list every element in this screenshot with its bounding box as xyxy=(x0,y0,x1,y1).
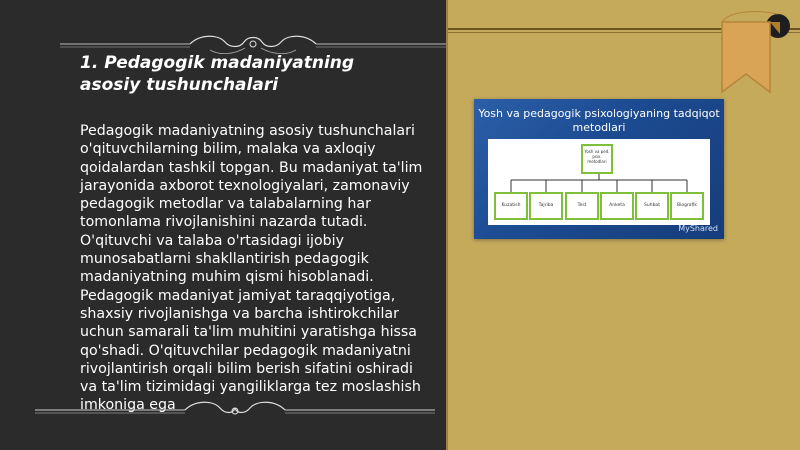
diagram-box: Test xyxy=(565,192,599,220)
diagram-box: Tajriba xyxy=(529,192,563,220)
diagram-box: Kuzatish xyxy=(494,192,528,220)
diagram-box: Suhbat xyxy=(635,192,669,220)
slide-title: 1. Pedagogik madaniyatning asosiy tushunchalari xyxy=(80,53,355,95)
bottom-ornament xyxy=(35,398,435,426)
diagram-top-box: Yosh va ped. psix. metodlari xyxy=(581,144,613,174)
image-watermark: MyShared xyxy=(678,224,718,233)
slide-body-text: Pedagogik madaniyatning asosiy tushunchalari o'qituvchilarning bilim, malaka va axloqiy qoidalardan tashkil topgan. Bu madaniyat ta'lim jarayonida axborot texnologiyalari, zamonaviy pedagogik metodlar va talabalarning har tomonlama rivojlanishini nazarda tutadi. O'qituvchi va talaba o'rtasidagi ijobiy munosabatlarni shakllantirish pedagogik madaniyatning muhim qismi hisoblanadi. Pedagogik madaniyat jamiyat taraqqiyotiga, shaxsiy rivojlanishga va barcha ishtirokchilar uchun samarali ta'lim muhitini yaratishga hissa qo'shadi. O'qituvchilar pedagogik madaniyatni rivojlantirish orqali bilim berish sifatini oshiradi va ta'lim tizimidagi yangiliklarga tez moslashish imkoniga ega xyxy=(80,123,423,414)
diagram-box: Biografik xyxy=(670,192,704,220)
diagram-image-title: Yosh va pedagogik psixologiyaning tadqiqot metodlari xyxy=(478,107,720,134)
bookmark-ribbon-icon xyxy=(720,0,800,100)
diagram-box: Anketa xyxy=(600,192,634,220)
panel-divider xyxy=(446,0,448,450)
diagram-image xyxy=(474,99,724,239)
